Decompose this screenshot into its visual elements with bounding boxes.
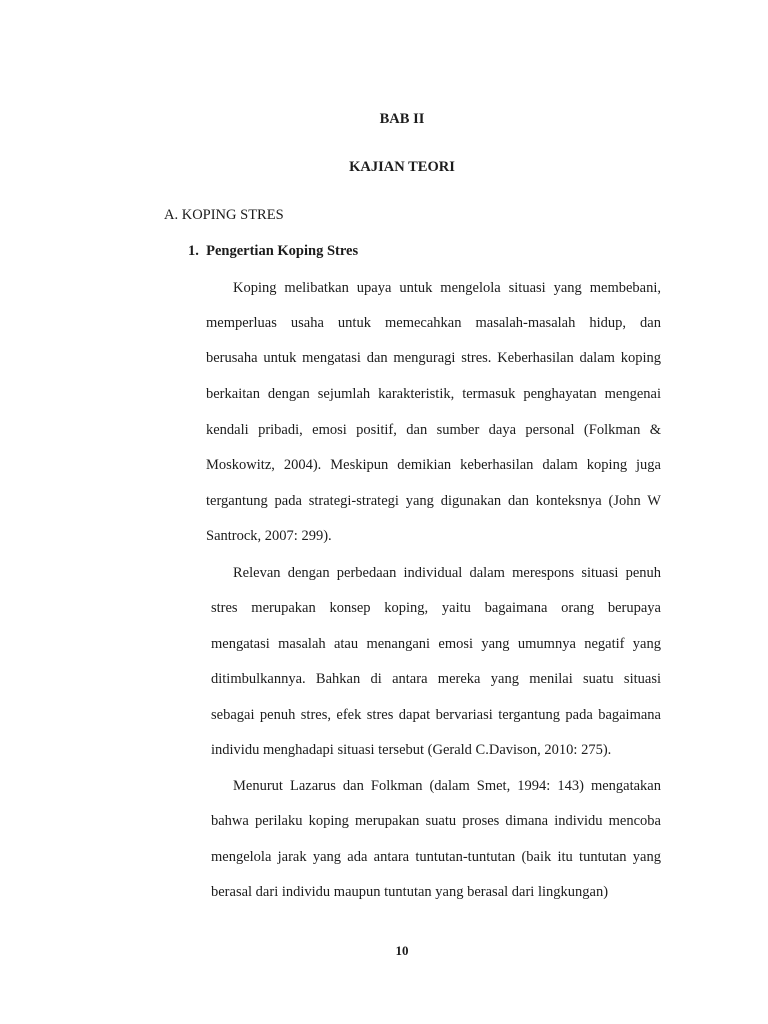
paragraph-line: berasal dari individu maupun tuntutan yang berasal dari lingkungan) <box>211 884 609 900</box>
paragraph-line: memperluas usaha untuk memecahkan masalah-masalah hidup, dan <box>206 315 661 331</box>
paragraph-line: stres merupakan konsep koping, yaitu bagaimana orang berupaya <box>211 600 661 616</box>
chapter-number: BAB II <box>379 111 425 127</box>
paragraph-line: berkaitan dengan sejumlah karakteristik, termasuk penghayatan mengenai <box>206 386 661 402</box>
paragraph-line: Moskowitz, 2004). Meskipun demikian keberhasilan dalam koping juga <box>206 457 661 473</box>
paragraph-line: mengatasi masalah atau menangani emosi yang umumnya negatif yang <box>211 636 661 652</box>
paragraph-line: Santrock, 2007: 299). <box>206 528 332 544</box>
page-number: 10 <box>395 943 409 958</box>
chapter-title: KAJIAN TEORI <box>349 159 455 175</box>
paragraph-line: individu menghadapi situasi tersebut (Gerald C.Davison, 2010: 275). <box>211 742 612 758</box>
paragraph-line: sebagai penuh stres, efek stres dapat bervariasi tergantung pada bagaimana <box>211 707 661 723</box>
paragraph-line: berusaha untuk mengatasi dan menguragi stres. Keberhasilan dalam koping <box>206 350 661 366</box>
paragraph-line: mengelola jarak yang ada antara tuntutan-tuntutan (baik itu tuntutan yang <box>211 849 661 865</box>
paragraph-line: Koping melibatkan upaya untuk mengelola situasi yang membebani, <box>233 280 661 296</box>
section-heading: A. KOPING STRES <box>164 207 284 223</box>
paragraph-line: kendali pribadi, emosi positif, dan sumber daya personal (Folkman & <box>206 422 661 438</box>
paragraph-line: bahwa perilaku koping merupakan suatu proses dimana individu mencoba <box>211 813 661 829</box>
paragraph-line: ditimbulkannya. Bahkan di antara mereka yang menilai suatu situasi <box>211 671 661 687</box>
subsection-heading: 1. Pengertian Koping Stres <box>188 243 359 259</box>
paragraph-line: Menurut Lazarus dan Folkman (dalam Smet, 1994: 143) mengatakan <box>233 778 661 794</box>
paragraph-line: Relevan dengan perbedaan individual dalam merespons situasi penuh <box>233 565 661 581</box>
paragraph-line: tergantung pada strategi-strategi yang digunakan dan konteksnya (John W <box>206 493 661 509</box>
